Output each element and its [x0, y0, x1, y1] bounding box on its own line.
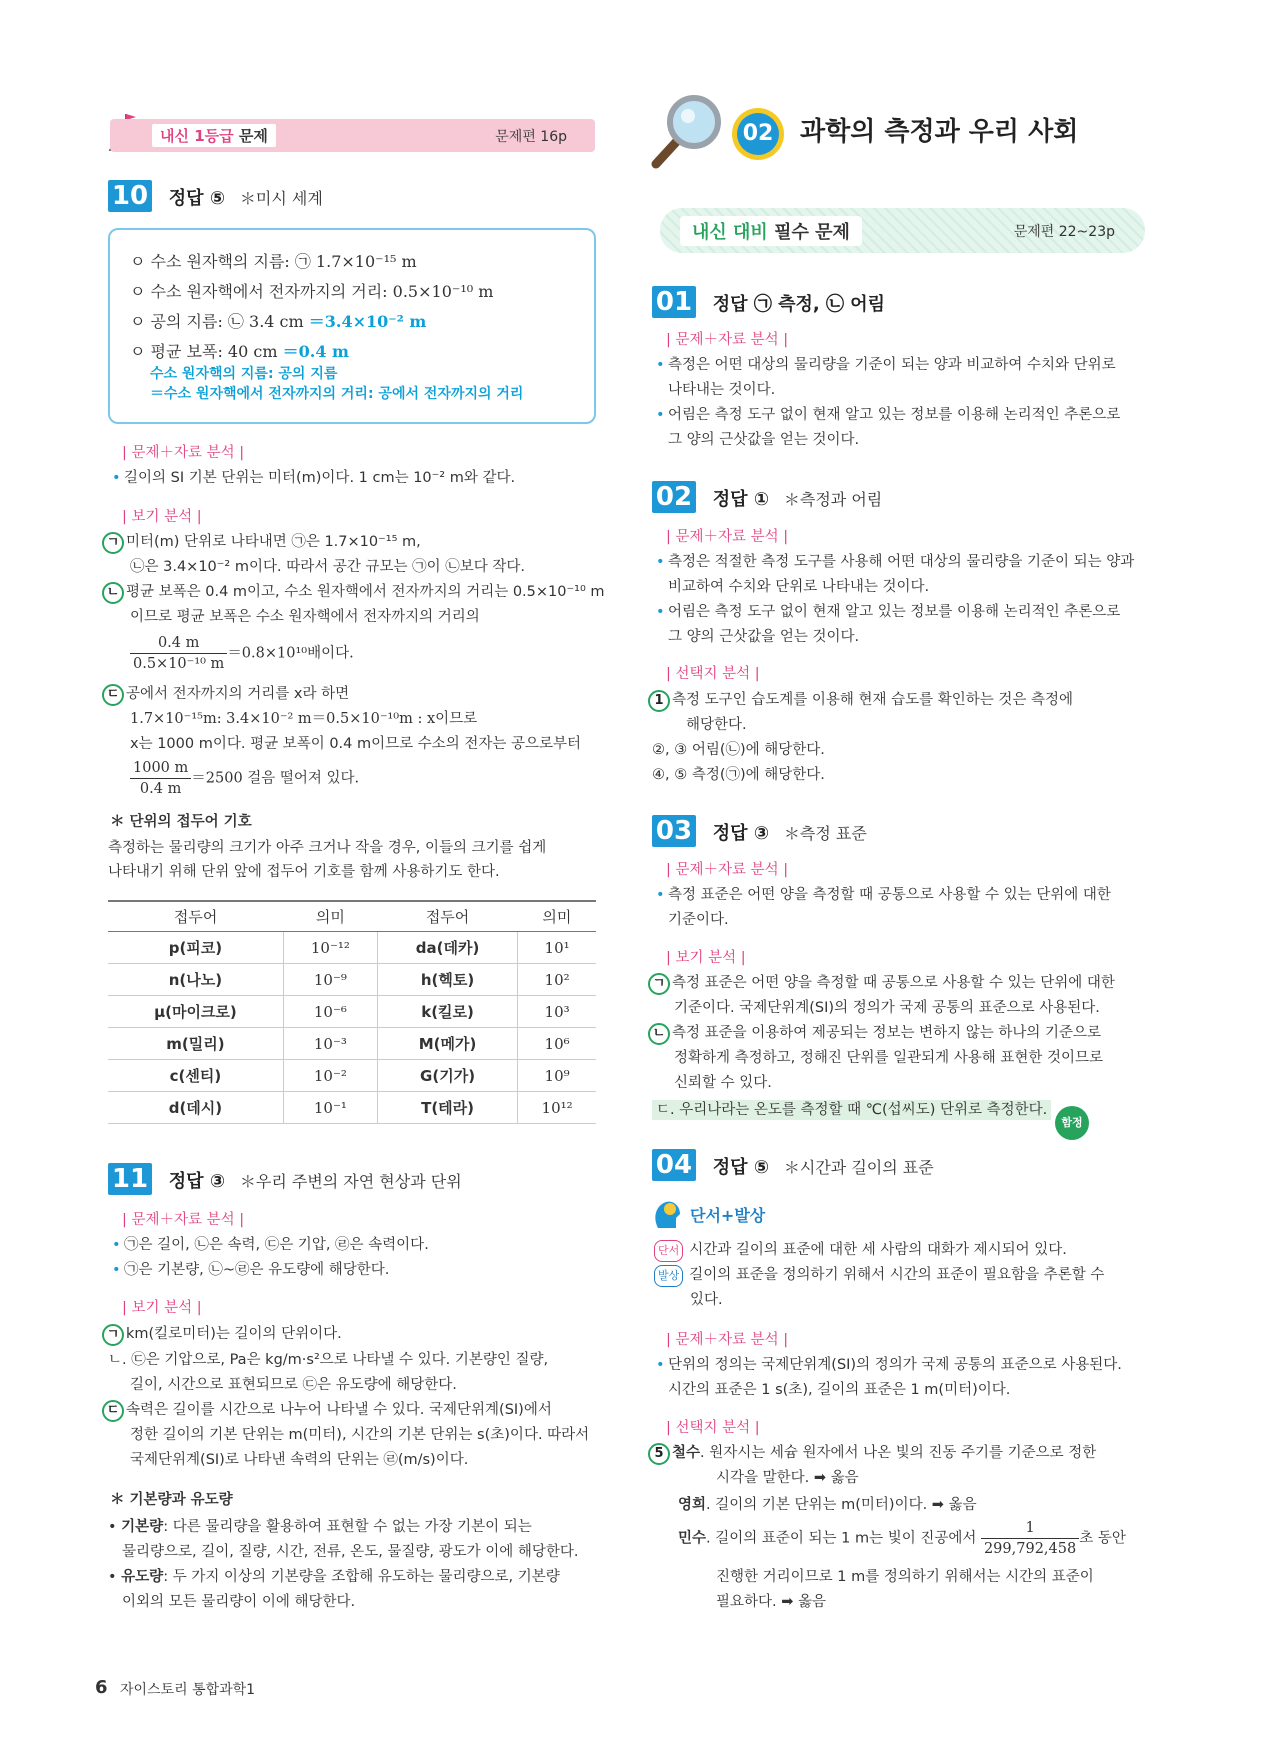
- q01-line-3: • 어림은 측정 도구 없이 현재 알고 있는 정보를 이용해 논리적인 추론으로: [668, 405, 1120, 425]
- q03-option-n: ㄴ 측정 표준을 이용하여 제공되는 정보는 변하지 않는 하나의 기준으로: [648, 1023, 1101, 1045]
- q11-options-label: | 보기 분석 |: [122, 1300, 202, 1316]
- table-cell: p(피코): [108, 932, 283, 964]
- table-cell: 10¹²: [518, 1092, 596, 1124]
- table-cell: da(데카): [377, 932, 517, 964]
- q03-options-label: | 보기 분석 |: [666, 950, 746, 966]
- question-number: 10: [108, 180, 152, 212]
- q02-line-4: 그 양의 근삿값을 얻는 것이다.: [668, 629, 860, 645]
- q03-option-g: ㄱ 측정 표준은 어떤 양을 측정할 때 공통으로 사용할 수 있는 단위에 대한: [648, 973, 1115, 995]
- q02-choice-2: ②, ③ 어림(㉡)에 해당한다.: [652, 742, 825, 758]
- table-cell: 10⁻⁶: [283, 996, 377, 1028]
- table-cell: 10²: [518, 964, 596, 996]
- table-cell: 10⁻³: [283, 1028, 377, 1060]
- q10-option-n: ㄴ 평균 보폭은 0.4 m이고, 수소 원자핵에서 전자까지의 거리는 0.5×10⁻¹⁰ m: [102, 582, 605, 604]
- table-cell: T(테라): [377, 1092, 517, 1124]
- hint-title: 단서+발상: [690, 1206, 766, 1225]
- q03-heading: [652, 815, 867, 847]
- q10-option-g: ㄱ 미터(m) 단위로 나타내면 ㉠은 1.7×10⁻¹⁵ m,: [102, 532, 421, 554]
- table-cell: n(나노): [108, 964, 283, 996]
- answer: 정답 ③: [712, 823, 770, 844]
- trap-badge: 함정: [1055, 1106, 1089, 1140]
- box-line-4: ㅇ 평균 보폭: 40 cm ＝0.4 m: [130, 342, 349, 361]
- table-cell: G(기가): [377, 1060, 517, 1092]
- box-note-1: 수소 원자핵의 지름: 공의 지름: [150, 366, 338, 382]
- table-cell: 10⁻¹²: [283, 932, 377, 964]
- q02-choice-1-2: 해당한다.: [686, 717, 747, 733]
- prefix-tip-title: ＊ 단위의 접두어 기호: [110, 814, 252, 830]
- left-section-header: [110, 119, 595, 152]
- q03-analysis-label: | 문제＋자료 분석 |: [666, 862, 789, 878]
- question-number: 11: [108, 1163, 152, 1195]
- q01-heading: [652, 286, 885, 318]
- q03-option-n-3: 신뢰할 수 있다.: [674, 1075, 772, 1091]
- column-header: 의미: [518, 901, 596, 932]
- q11-option-d: ㄷ 속력은 길이를 시간으로 나누어 나타낼 수 있다. 국제단위계(SI)에서: [102, 1400, 552, 1422]
- q04-line-2: 시간의 표준은 1 s(초), 길이의 표준은 1 m(미터)이다.: [668, 1382, 1011, 1398]
- section-label: 내신 대비 필수 문제: [680, 216, 862, 246]
- q01-analysis-label: | 문제＋자료 분석 |: [666, 332, 789, 348]
- topic: ＊시간과 길이의 표준: [783, 1158, 934, 1177]
- chapter-number: 02: [737, 113, 779, 155]
- q11-analysis-2: • ㉠은 기본량, ㉡~㉣은 유도량에 해당한다.: [124, 1260, 389, 1280]
- table-cell: 10⁶: [518, 1028, 596, 1060]
- q11-option-d-3: 국제단위계(SI)로 나타낸 속력의 단위는 ㉣(m/s)이다.: [130, 1452, 469, 1468]
- q04-choice-younghee: 영희. 길이의 기본 단위는 m(미터)이다. ➡ 옳음: [678, 1497, 977, 1513]
- q03-option-n-2: 정확하게 측정하고, 정해진 단위를 일관되게 사용해 표현한 것이므로: [674, 1050, 1104, 1066]
- chapter-title: 과학의 측정과 우리 사회: [800, 117, 1079, 147]
- q04-choice-cheolsu-2: 시각을 말한다. ➡ 옳음: [716, 1470, 859, 1486]
- table-row: [108, 1092, 596, 1124]
- clue-tag: 단서: [654, 1240, 683, 1262]
- section-label: 내신 1등급 문제: [152, 124, 276, 147]
- q02-choice-1: 1 측정 도구인 습도계를 이용해 현재 습도를 확인하는 것은 측정에: [648, 690, 1073, 712]
- book-title: 자이스토리 통합과학1: [120, 1682, 256, 1698]
- column-header: 접두어: [377, 901, 517, 932]
- prefix-tip-2: 나타내기 위해 단위 앞에 접두어 기호를 함께 사용하기도 한다.: [108, 864, 500, 880]
- table-row: [108, 964, 596, 996]
- choice-marker-5: 5: [648, 1443, 670, 1465]
- q02-choices-label: | 선택지 분석 |: [666, 666, 760, 682]
- table-row: [108, 996, 596, 1028]
- q03-line-1: • 측정 표준은 어떤 양을 측정할 때 공통으로 사용할 수 있는 단위에 대한: [668, 885, 1111, 905]
- option-marker-d: ㄷ: [102, 1400, 124, 1422]
- q02-choice-3: ④, ⑤ 측정(㉠)에 해당한다.: [652, 767, 825, 783]
- q02-line-1: • 측정은 적절한 측정 도구를 사용해 어떤 대상의 물리량을 기준이 되는 양과: [668, 552, 1134, 572]
- q11-option-d-2: 정한 길이의 기본 단위는 m(미터), 시간의 기본 단위는 s(초)이다. 따라서: [130, 1427, 590, 1443]
- table-cell: M(메가): [377, 1028, 517, 1060]
- q04-choice-cheolsu: 5 철수. 원자시는 세슘 원자에서 나온 빛의 진동 주기를 기준으로 정한: [648, 1443, 1096, 1465]
- table-cell: 10¹: [518, 932, 596, 964]
- hint-idea: 발상 길이의 표준을 정의하기 위해서 시간의 표준이 필요함을 추론할 수: [654, 1265, 1104, 1287]
- question-number: 01: [652, 286, 696, 318]
- box-line-3: ㅇ 공의 지름: ㉡ 3.4 cm ＝3.4×10⁻² m: [130, 312, 427, 331]
- table-row: [108, 1028, 596, 1060]
- question-number: 02: [652, 481, 696, 513]
- table-cell: h(헥토): [377, 964, 517, 996]
- q10-option-d-frac: $\frac{1000 m}{0.4 m}$ ＝2500 걸음 떨어져 있다.: [130, 758, 359, 799]
- q10-analysis-line: • 길이의 SI 기본 단위는 미터(m)이다. 1 cm는 10⁻² m와 같다.: [124, 468, 515, 488]
- tip-derived-1: • 유도량: 두 가지 이상의 기본량을 조합해 유도하는 물리량으로, 기본량: [108, 1569, 560, 1585]
- idea-tag: 발상: [654, 1265, 683, 1287]
- q11-option-n-2: 길이, 시간으로 표현되므로 ㉢은 유도량에 해당한다.: [130, 1377, 457, 1393]
- chapter-number-badge: [732, 108, 784, 160]
- q10-option-n-2: 이므로 평균 보폭은 수소 원자핵에서 전자까지의 거리의: [130, 609, 480, 625]
- q04-choice-minsu-2: 진행한 거리이므로 1 m를 정의하기 위해서는 시간의 표준이: [716, 1569, 1094, 1585]
- q03-option-g-2: 기준이다. 국제단위계(SI)의 정의가 국제 공통의 표준으로 사용된다.: [674, 1000, 1100, 1016]
- q10-option-d-3: x는 1000 m이다. 평균 보폭이 0.4 m이므로 수소의 전자는 공으로부터: [130, 736, 582, 752]
- table-header-row: [108, 901, 596, 932]
- q10-option-d: ㄷ 공에서 전자까지의 거리를 x라 하면: [102, 684, 349, 706]
- q11-option-g: ㄱ km(킬로미터)는 길이의 단위이다.: [102, 1324, 342, 1346]
- table-cell: 10³: [518, 996, 596, 1028]
- topic: ＊측정과 어림: [783, 490, 883, 509]
- magnifier-icon: [648, 90, 730, 170]
- q04-heading: [652, 1149, 934, 1181]
- question-number: 03: [652, 815, 696, 847]
- q11-analysis-1: • ㉠은 길이, ㉡은 속력, ㉢은 기압, ㉣은 속력이다.: [124, 1235, 429, 1255]
- q10-option-g-2: ㉡은 3.4×10⁻² m이다. 따라서 공간 규모는 ㉠이 ㉡보다 작다.: [130, 559, 525, 575]
- q11-option-n: ㄴ. ㉢은 기압으로, Pa은 kg/m·s²으로 나타낼 수 있다. 기본량인 질량,: [108, 1352, 549, 1368]
- table-cell: d(데시): [108, 1092, 283, 1124]
- box-line-2: ㅇ 수소 원자핵에서 전자까지의 거리: 0.5×10⁻¹⁰ m: [130, 282, 494, 301]
- q04-line-1: • 단위의 정의는 국제단위계(SI)의 정의가 국제 공통의 표준으로 사용된다.: [668, 1355, 1122, 1375]
- hint-idea-2: 있다.: [690, 1292, 723, 1308]
- question-number: 04: [652, 1149, 696, 1181]
- topic: ＊측정 표준: [783, 824, 867, 843]
- table-cell: 10⁻¹: [283, 1092, 377, 1124]
- q04-choice-minsu-3: 필요하다. ➡ 옳음: [716, 1594, 827, 1610]
- table-cell: 10⁻²: [283, 1060, 377, 1092]
- q02-heading: [652, 481, 882, 513]
- table-cell: 10⁻⁹: [283, 964, 377, 996]
- q01-line-4: 그 양의 근삿값을 얻는 것이다.: [668, 432, 860, 448]
- option-marker-n: ㄴ: [648, 1023, 670, 1045]
- q03-option-d: ㄷ. 우리나라는 온도를 측정할 때 ℃(섭씨도) 단위로 측정한다.: [652, 1100, 1051, 1120]
- q11-heading: [108, 1163, 462, 1195]
- tip-base-2: 물리량으로, 길이, 질량, 시간, 전류, 온도, 물질량, 광도가 이에 해당한다.: [122, 1544, 579, 1560]
- option-marker-g: ㄱ: [102, 1324, 124, 1346]
- answer: 정답 ③: [168, 1171, 226, 1192]
- q02-line-2: 비교하여 수치와 단위로 나타내는 것이다.: [668, 579, 930, 595]
- right-section-header: [660, 208, 1145, 253]
- tip-base-1: • 기본량: 다른 물리량을 활용하여 표현할 수 없는 가장 기본이 되는: [108, 1519, 532, 1535]
- answer: 정답 ㉠ 측정, ㉡ 어림: [712, 294, 886, 315]
- q02-line-3: • 어림은 측정 도구 없이 현재 알고 있는 정보를 이용해 논리적인 추론으로: [668, 602, 1120, 622]
- box-note-2: ＝수소 원자핵에서 전자까지의 거리: 공에서 전자까지의 거리: [150, 386, 524, 402]
- option-marker-g: ㄱ: [648, 973, 670, 995]
- page-reference: 문제편 22~23p: [1013, 224, 1115, 240]
- q10-analysis-label: | 문제＋자료 분석 |: [122, 445, 245, 461]
- page-number: 6: [95, 1677, 108, 1698]
- base-quantity-tip-title: ＊ 기본량과 유도량: [110, 1492, 233, 1508]
- choice-marker-1: 1: [648, 690, 670, 712]
- tip-derived-2: 이외의 모든 물리량이 이에 해당한다.: [122, 1594, 356, 1610]
- q04-choice-minsu: 민수. 길이의 표준이 되는 1 m는 빛이 진공에서 $\frac{1}{299,792,458}$ 초 동안: [678, 1520, 1126, 1557]
- answer: 정답 ⑤: [168, 188, 226, 209]
- table-cell: c(센티): [108, 1060, 283, 1092]
- answer: 정답 ⑤: [712, 1157, 770, 1178]
- option-marker-n: ㄴ: [102, 582, 124, 604]
- table-cell: k(킬로): [377, 996, 517, 1028]
- column-header: 의미: [283, 901, 377, 932]
- table-cell: m(밀리): [108, 1028, 283, 1060]
- page-reference: 문제편 16p: [495, 129, 567, 145]
- q11-analysis-label: | 문제＋자료 분석 |: [122, 1212, 245, 1228]
- column-header: 접두어: [108, 901, 283, 932]
- topic: ＊우리 주변의 자연 현상과 단위: [239, 1172, 462, 1191]
- q03-line-2: 기준이다.: [668, 912, 729, 928]
- option-marker-g: ㄱ: [102, 532, 124, 554]
- table-cell: μ(마이크로): [108, 996, 283, 1028]
- q10-option-n-frac: $\frac{0.4 m}{\text{0.5×10⁻¹⁰ m}}$ ＝0.8×10¹⁰배이다.: [130, 633, 354, 674]
- table-row: [108, 932, 596, 964]
- answer: 정답 ①: [712, 489, 770, 510]
- q04-choices-label: | 선택지 분석 |: [666, 1420, 760, 1436]
- lightbulb-head-icon: [652, 1198, 682, 1230]
- box-line-1: ㅇ 수소 원자핵의 지름: ㉠ 1.7×10⁻¹⁵ m: [130, 252, 417, 271]
- prefix-tip-1: 측정하는 물리량의 크기가 아주 크거나 작을 경우, 이들의 크기를 쉽게: [108, 840, 547, 856]
- table-cell: 10⁹: [518, 1060, 596, 1092]
- q10-options-label: | 보기 분석 |: [122, 509, 202, 525]
- q01-line-1: • 측정은 어떤 대상의 물리량을 기준이 되는 양과 비교하여 수치와 단위로: [668, 355, 1116, 375]
- q01-line-2: 나타내는 것이다.: [668, 382, 776, 398]
- table-row: [108, 1060, 596, 1092]
- option-marker-d: ㄷ: [102, 684, 124, 706]
- prefix-table: [108, 900, 596, 1124]
- hint-clue: 단서 시간과 길이의 표준에 대한 세 사람의 대화가 제시되어 있다.: [654, 1240, 1067, 1262]
- q10-heading: [108, 180, 323, 212]
- topic: ＊미시 세계: [239, 189, 323, 208]
- q02-analysis-label: | 문제＋자료 분석 |: [666, 529, 789, 545]
- q04-analysis-label: | 문제＋자료 분석 |: [666, 1332, 789, 1348]
- q10-option-d-2: 1.7×10⁻¹⁵m: 3.4×10⁻² m＝0.5×10⁻¹⁰m : x이므로: [130, 711, 478, 727]
